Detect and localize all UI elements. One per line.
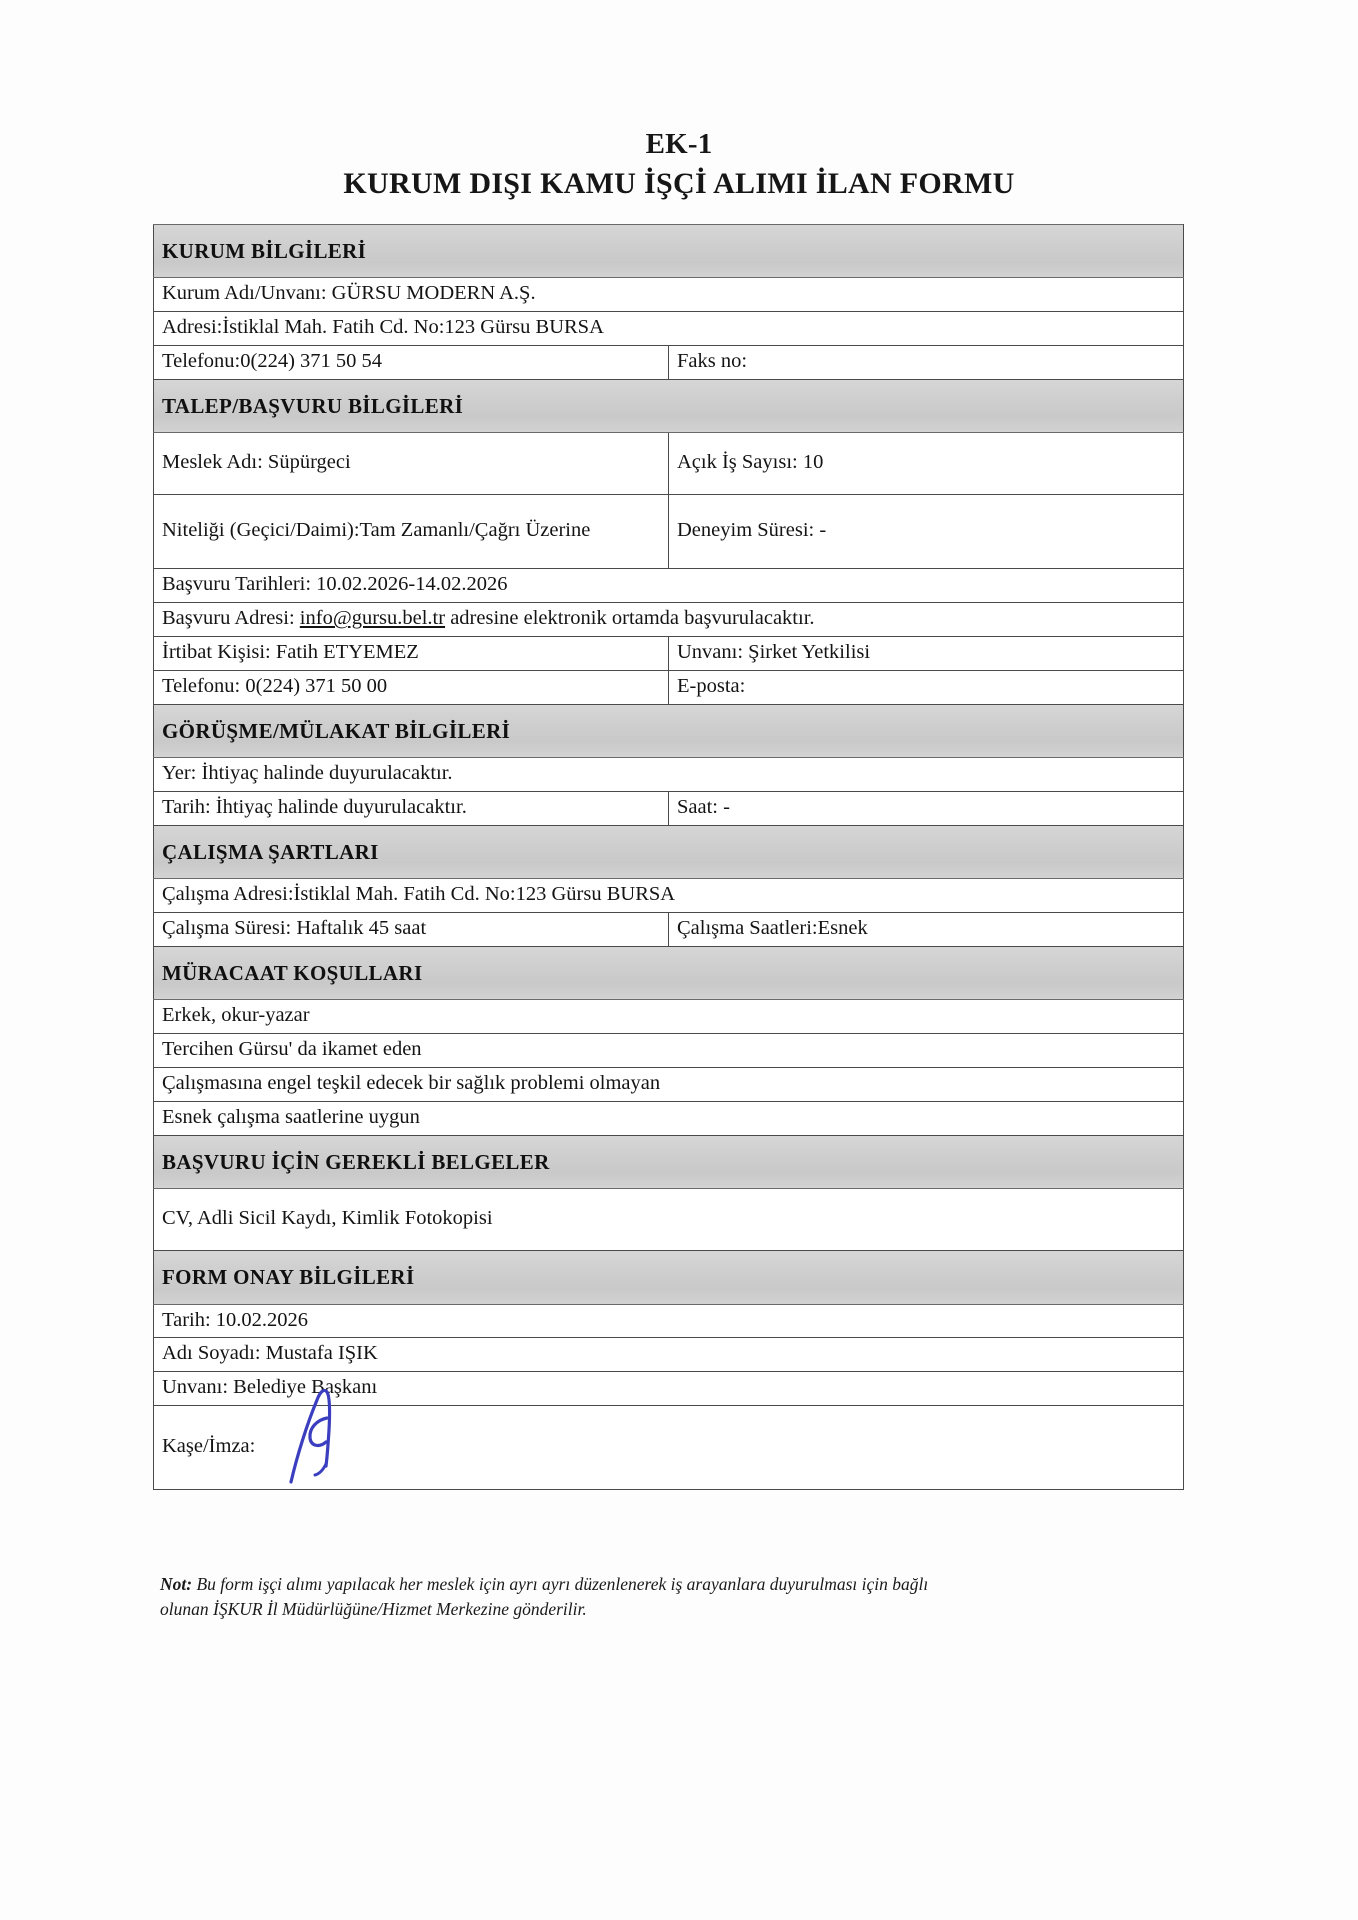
field-calisma-adresi: Çalışma Adresi:İstiklal Mah. Fatih Cd. No:123 Gürsu BURSA xyxy=(154,879,1184,913)
section-heading-text: FORM ONAY BİLGİLERİ xyxy=(162,1265,415,1290)
table-row xyxy=(154,1304,1184,1338)
field-kosul-3: Çalışmasına engel teşkil edecek bir sağlık problemi olmayan xyxy=(154,1068,1184,1102)
document-title-ek: EK-1 xyxy=(645,128,713,160)
table-row xyxy=(154,433,1184,495)
field-onay-unvani: Unvanı: Belediye Başkanı xyxy=(154,1372,1184,1406)
basvuru-adresi-prefix: Başvuru Adresi: xyxy=(162,607,300,630)
field-calisma-saatleri: Çalışma Saatleri:Esnek xyxy=(669,913,1184,947)
section-header-cell xyxy=(154,1135,1184,1188)
table-row xyxy=(154,879,1184,913)
section-header-cell xyxy=(154,225,1184,278)
field-kosul-1: Erkek, okur-yazar xyxy=(154,1000,1184,1034)
table-row xyxy=(154,1068,1184,1102)
table-row xyxy=(154,1101,1184,1135)
table-row xyxy=(154,278,1184,312)
table-row xyxy=(154,1034,1184,1068)
table-row xyxy=(154,1338,1184,1372)
section-header-kurum-bilgileri xyxy=(154,225,1184,278)
field-meslek-adi: Meslek Adı: Süpürgeci xyxy=(154,433,669,495)
table-row xyxy=(154,569,1184,603)
field-onay-tarih: Tarih: 10.02.2026 xyxy=(154,1304,1184,1338)
table-row xyxy=(154,637,1184,671)
table-row xyxy=(154,603,1184,637)
section-heading-text: ÇALIŞMA ŞARTLARI xyxy=(162,839,379,864)
ilan-form-table xyxy=(153,224,1184,1490)
basvuru-adresi-suffix: adresine elektronik ortamda başvurulacaktır. xyxy=(445,607,815,630)
table-row xyxy=(154,1000,1184,1034)
section-header-form-onay xyxy=(154,1251,1184,1304)
note-line-2: olunan İŞKUR İl Müdürlüğüne/Hizmet Merkezine gönderilir. xyxy=(160,1599,587,1620)
table-row xyxy=(154,758,1184,792)
section-header-muracaat-kosullari xyxy=(154,946,1184,999)
section-header-gorusme-mulakat xyxy=(154,704,1184,757)
table-row xyxy=(154,495,1184,569)
section-header-cell xyxy=(154,825,1184,878)
section-heading-text: GÖRÜŞME/MÜLAKAT BİLGİLERİ xyxy=(162,718,511,743)
section-heading-text: BAŞVURU İÇİN GEREKLİ BELGELER xyxy=(162,1149,550,1174)
section-heading-text: TALEP/BAŞVURU BİLGİLERİ xyxy=(162,393,464,418)
footer-note xyxy=(160,1572,1190,1623)
field-onay-adi-soyadi: Adı Soyadı: Mustafa IŞIK xyxy=(154,1338,1184,1372)
field-irtibat-eposta: E-posta: xyxy=(669,670,1184,704)
note-line-1: Bu form işçi alımı yapılacak her meslek için ayrı ayrı düzenlenerek iş arayanlara duyurulması için bağlı xyxy=(192,1574,929,1594)
field-irtibat-unvani: Unvanı: Şirket Yetkilisi xyxy=(669,637,1184,671)
document-title-block xyxy=(0,128,1358,201)
field-basvuru-tarihleri: Başvuru Tarihleri: 10.02.2026-14.02.2026 xyxy=(154,569,1184,603)
table-row xyxy=(154,913,1184,947)
field-kase-imza xyxy=(154,1406,1184,1490)
field-acik-is-sayisi: Açık İş Sayısı: 10 xyxy=(669,433,1184,495)
field-kurum-adresi: Adresi:İstiklal Mah. Fatih Cd. No:123 Gürsu BURSA xyxy=(154,312,1184,346)
section-header-cell xyxy=(154,1251,1184,1304)
section-header-talep-basvuru xyxy=(154,379,1184,432)
section-heading-text: KURUM BİLGİLERİ xyxy=(162,239,367,263)
note-label: Not: xyxy=(160,1574,193,1594)
section-header-gerekli-belgeler xyxy=(154,1135,1184,1188)
field-gorusme-saat: Saat: - xyxy=(669,791,1184,825)
table-row xyxy=(154,1372,1184,1406)
table-row xyxy=(154,1189,1184,1251)
section-heading-text: MÜRACAAT KOŞULLARI xyxy=(162,960,423,985)
document-title-main: KURUM DIŞI KAMU İŞÇİ ALIMI İLAN FORMU xyxy=(343,167,1015,200)
field-irtibat-telefonu: Telefonu: 0(224) 371 50 00 xyxy=(154,670,669,704)
table-row xyxy=(154,1406,1184,1490)
table-row xyxy=(154,670,1184,704)
kase-imza-label: Kaşe/İmza: xyxy=(162,1435,256,1458)
field-deneyim-suresi: Deneyim Süresi: - xyxy=(669,495,1184,569)
section-header-cell xyxy=(154,704,1184,757)
section-header-cell xyxy=(154,379,1184,432)
field-calisma-suresi: Çalışma Süresi: Haftalık 45 saat xyxy=(154,913,669,947)
field-gerekli-belgeler: CV, Adli Sicil Kaydı, Kimlik Fotokopisi xyxy=(154,1189,1184,1251)
basvuru-email-link[interactable]: info@gursu.bel.tr xyxy=(299,607,446,630)
field-gorusme-yer: Yer: İhtiyaç halinde duyurulacaktır. xyxy=(154,758,1184,792)
field-basvuru-adresi xyxy=(154,603,1184,637)
table-row xyxy=(154,791,1184,825)
field-kurum-telefonu: Telefonu:0(224) 371 50 54 xyxy=(154,346,669,380)
field-niteligi: Niteliği (Geçici/Daimi):Tam Zamanlı/Çağrı Üzerine xyxy=(154,495,669,569)
field-gorusme-tarih: Tarih: İhtiyaç halinde duyurulacaktır. xyxy=(154,791,669,825)
table-row xyxy=(154,312,1184,346)
field-irtibat-kisisi: İrtibat Kişisi: Fatih ETYEMEZ xyxy=(154,637,669,671)
field-kurum-adi: Kurum Adı/Unvanı: GÜRSU MODERN A.Ş. xyxy=(154,278,1184,312)
section-header-calisma-sartlari xyxy=(154,825,1184,878)
section-header-cell xyxy=(154,946,1184,999)
field-kosul-4: Esnek çalışma saatlerine uygun xyxy=(154,1101,1184,1135)
table-row xyxy=(154,346,1184,380)
field-kurum-faks: Faks no: xyxy=(669,346,1184,380)
field-kosul-2: Tercihen Gürsu' da ikamet eden xyxy=(154,1034,1184,1068)
